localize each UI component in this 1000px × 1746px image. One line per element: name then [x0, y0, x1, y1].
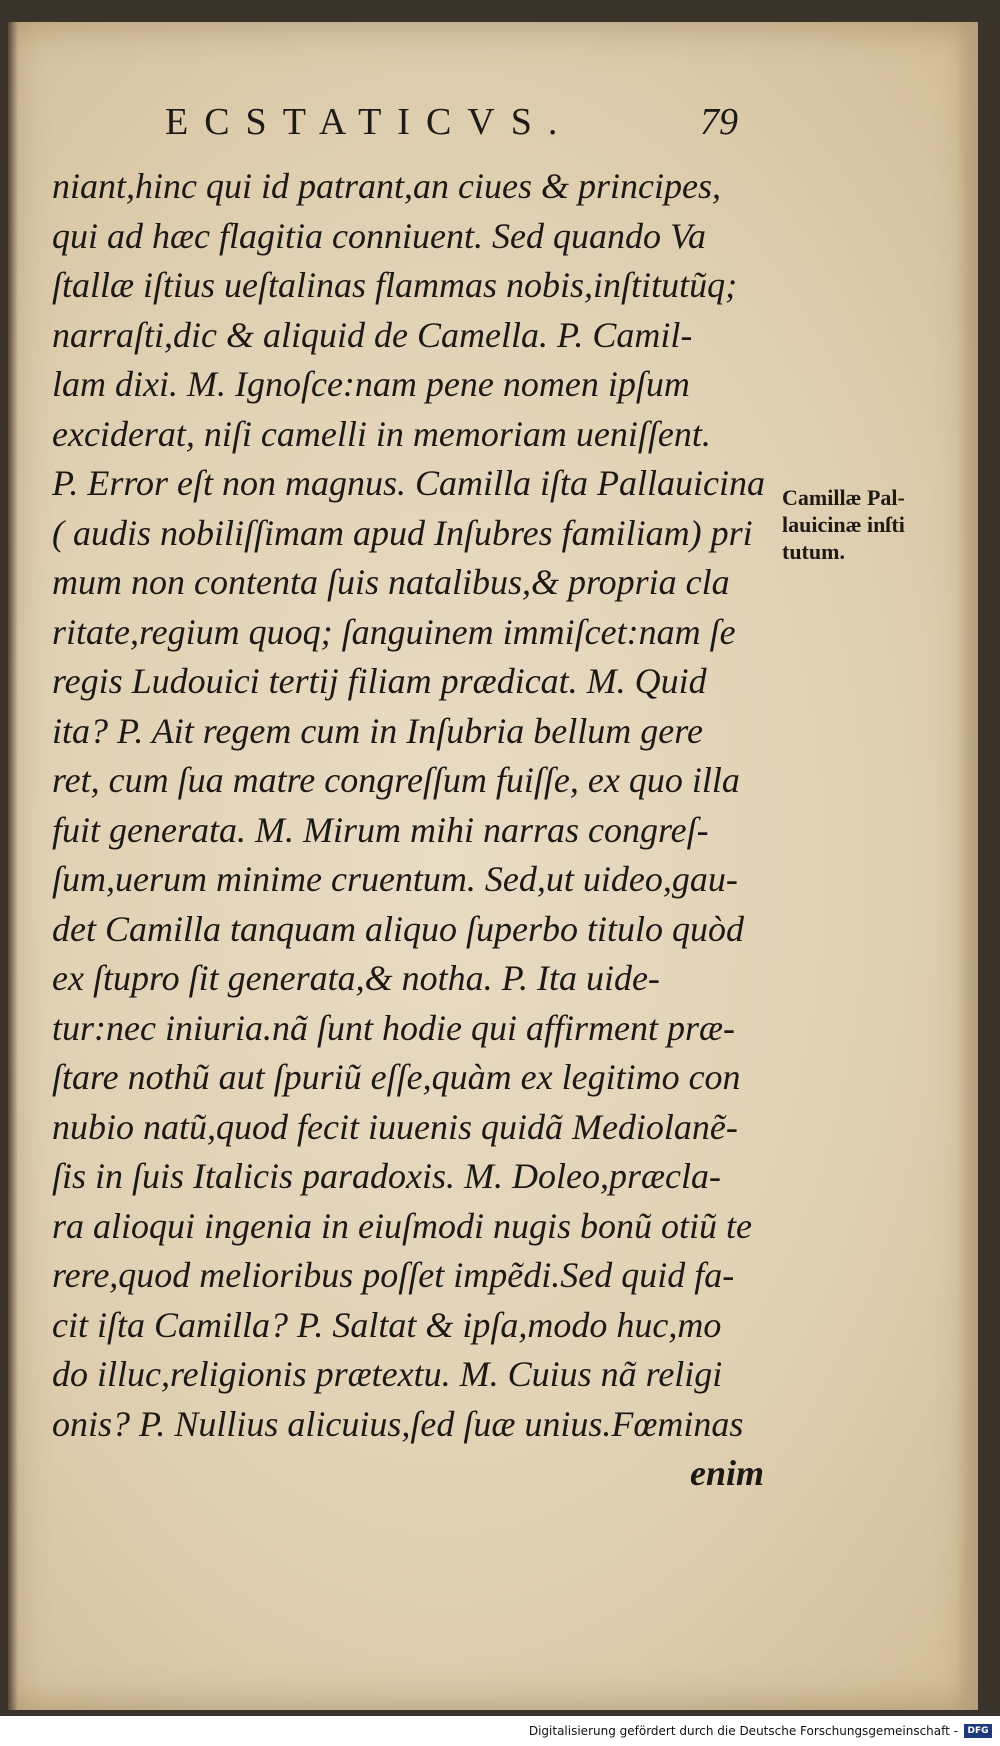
text-line: ſtare nothũ aut ſpuriũ eſſe,quàm ex legitimo con — [52, 1057, 741, 1097]
marginal-note-line: Camillæ Pal- — [782, 485, 905, 510]
marginal-note — [782, 484, 957, 565]
text-line: mum non contenta ſuis natalibus,& propria cla — [52, 562, 730, 602]
text-line: qui ad hæc flagitia conniuent. Sed quando Va — [52, 215, 706, 256]
body-text — [52, 162, 764, 1499]
text-line: onis? P. Nullius alicuius,ſed ſuæ unius.Fœminas — [52, 1403, 744, 1444]
text-line: ſis in ſuis Italicis paradoxis. M. Doleo,præcla- — [52, 1156, 721, 1196]
page-number: 79 — [700, 101, 738, 143]
dfg-logo: DFG — [964, 1724, 992, 1738]
running-title: ECSTATICVS. — [165, 101, 574, 143]
page-gutter-shadow — [8, 22, 18, 1710]
text-line: regis Ludouici tertij filiam prædicat. M. Quid — [52, 661, 707, 701]
footer-bar — [0, 1716, 1000, 1746]
catchword: enim — [689, 1453, 764, 1493]
text-line: tur:nec iniuria.nã ſunt hodie qui affirment præ- — [52, 1007, 735, 1048]
text-line: rere,quod melioribus poſſet impẽdi.Sed quid fa- — [52, 1255, 735, 1295]
page-edge-shading — [956, 22, 978, 1710]
text-line: ſum,uerum minime cruentum. Sed,ut uideo,gau- — [52, 859, 738, 899]
marginal-note-line: lauicinæ inſti — [782, 512, 905, 537]
text-line: nubio natũ,quod fecit iuuenis quidã Mediolanẽ- — [52, 1106, 738, 1147]
text-line: lam dixi. M. Ignoſce:nam pene nomen ipſum — [52, 364, 690, 404]
text-line: niant,hinc qui id patrant,an ciues & principes, — [52, 166, 721, 206]
marginal-note-line: tutum. — [782, 539, 845, 564]
text-line: narraſti,dic & aliquid de Camella. P. Camil- — [52, 314, 693, 355]
text-line: ritate,regium quoq; ſanguinem immiſcet:nam ſe — [52, 611, 736, 652]
text-line: cit iſta Camilla? P. Saltat & ipſa,modo huc,mo — [52, 1304, 722, 1345]
text-line: ( audis nobiliſſimam apud Inſubres familiam) pri — [52, 512, 753, 553]
text-line: exciderat, niſi camelli in memoriam ueniſſent. — [52, 413, 711, 454]
text-line: ſtallæ iſtius ueſtalinas flammas nobis,inſtitutũq; — [52, 265, 738, 305]
text-line: P. Error eſt non magnus. Camilla iſta Pallauicina — [52, 463, 766, 503]
text-line: ex ſtupro ſit generata,& notha. P. Ita uide- — [52, 958, 660, 998]
footer-credit: Digitalisierung gefördert durch die Deutsche Forschungsgemeinschaft - — [528, 1724, 958, 1738]
text-line: ita? P. Ait regem cum in Inſubria bellum gere — [52, 710, 703, 751]
text-line: ret, cum ſua matre congreſſum fuiſſe, ex quo illa — [52, 760, 740, 800]
text-line: ra alioqui ingenia in eiuſmodi nugis bonũ otiũ te — [52, 1205, 752, 1246]
text-line: fuit generata. M. Mirum mihi narras congreſ- — [52, 809, 709, 850]
text-line: do illuc,religionis prætextu. M. Cuius nã religi — [52, 1354, 723, 1394]
text-line: det Camilla tanquam aliquo ſuperbo titulo quòd — [52, 908, 744, 949]
